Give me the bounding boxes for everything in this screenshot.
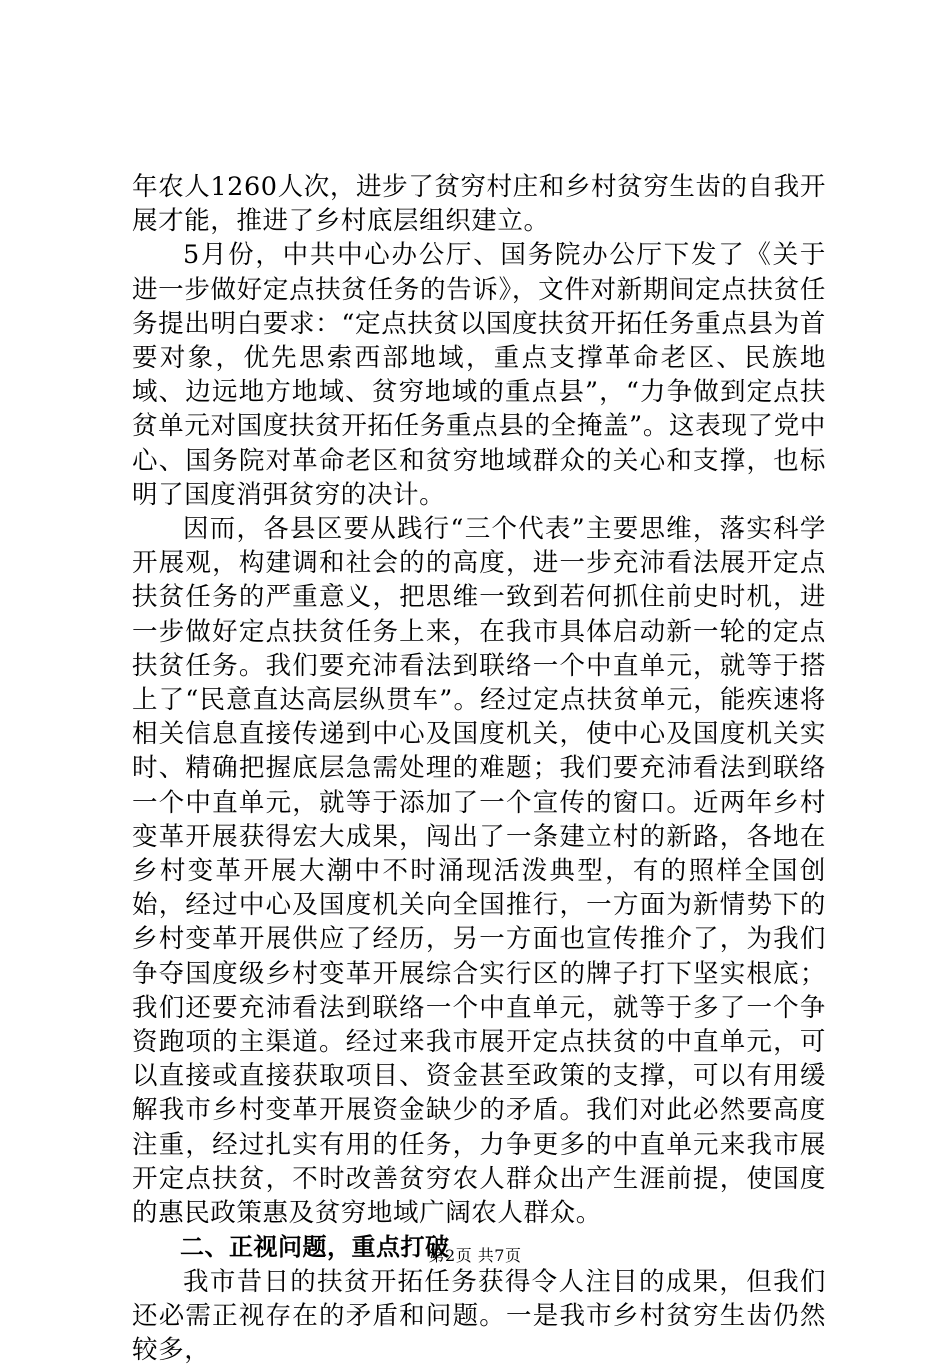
paragraph-significance: 因而，各县区要从践行“三个代表”主要思维，落实科学开展观，构建调和社会的的高度，进一步充沛看法展开定点扶贫任务的严重意义，把思维一致到若何抓住前史时机，进一步做好定点扶贫任务上来，在我市具体启动新一轮的定点扶贫任务。我们要充沛看法到联络一个中直单元，就等于搭上了“民意直达高层纵贯车”。经过定点扶贫单元，能疾速将相关信息直接传递到中心及国度机关，使中心及国度机关实时、精确把握底层急需处理的难题；我们要充沛看法到联络一个中直单元，就等于添加了一个宣传的窗口。近两年乡村变革开展获得宏大成果，闯出了一条建立村的新路，各地在乡村变革开展大潮中不时涌现活泼典型，有的照样全国创始，经过中心及国度机关向全国推行，一方面为新情势下的乡村变革开展供应了经历，另一方面也宣传推介了，为我们争夺国度级乡村变革开展综合实行区的牌子打下坚实根底；我们还要充沛看法到联络一个中直单元，就等于多了一个争资跑项的主渠道。经过来我市展开定点扶贫的中直单元，可以直接或直接获取项目、资金甚至政策的支撑，可以有用缓解我市乡村变革开展资金缺少的矛盾。我们对此必然要高度注重，经过扎实有用的任务，力争更多的中直单元来我市展开定点扶贫，不时改善贫穷农人群众出产生涯前提，使国度的惠民政策惠及贫穷地域广阔农人群众。 [132, 512, 826, 1230]
body-text [132, 170, 826, 1367]
paragraph-notice: 5月份，中共中心办公厅、国务院办公厅下发了《关于进一步做好定点扶贫任务的告诉》，文件对新期间定点扶贫任务提出明白要求：“定点扶贫以国度扶贫开拓任务重点县为首要对象，优先思索西部地域，重点支撑革命老区、民族地域、边远地方地域、贫穷地域的重点县”，“力争做到定点扶贫单元对国度扶贫开拓任务重点县的全掩盖”。这表现了党中心、国务院对革命老区和贫穷地域群众的关心和支撑，也标明了国度消弭贫穷的决计。 [132, 238, 826, 512]
paragraph-problems: 我市昔日的扶贫开拓任务获得令人注目的成果，但我们还必需正视存在的矛盾和问题。一是我市乡村贫穷生齿仍然较多， [132, 1265, 826, 1367]
section-heading: 二、正视问题，重点打破 [132, 1230, 826, 1264]
paragraph-continuation: 年农人1260人次，进步了贫穷村庄和乡村贫穷生齿的自我开展才能，推进了乡村底层组织建立。 [132, 170, 826, 238]
page-footer: 第2页 共7页 [0, 1243, 950, 1266]
